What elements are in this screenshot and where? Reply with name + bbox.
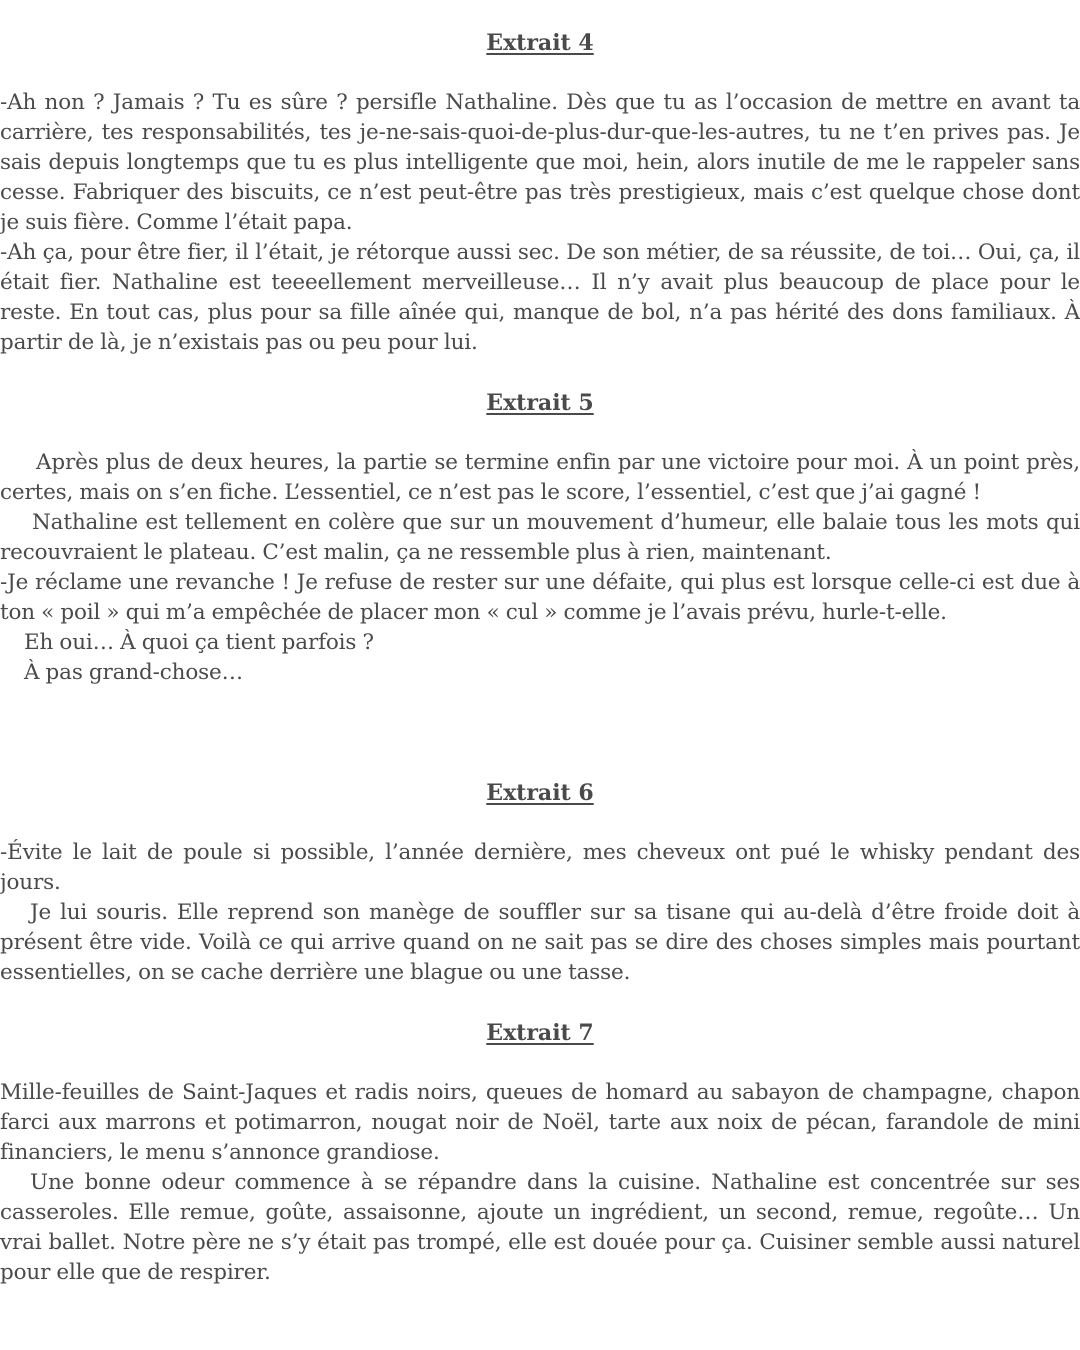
extract-7-section xyxy=(0,1018,1080,1288)
extract-5-paragraph-2: Nathaline est tellement en colère que sur un mouvement d’humeur, elle balaie tous les mots qui recouvraient le plateau. C’est malin, ça ne ressemble plus à rien, maintenant. xyxy=(0,510,1080,565)
extract-6-section xyxy=(0,778,1080,988)
extract-7-title: Extrait 7 xyxy=(486,1020,594,1046)
extract-5-title: Extrait 5 xyxy=(486,390,594,416)
extract-4-section xyxy=(0,28,1080,358)
extract-5-paragraph-3: -Je réclame une revanche ! Je refuse de rester sur une défaite, qui plus est lorsque celle-ci est due à ton « poil » qui m’a empêchée de placer mon « cul » comme je l’avais prévu, hurle-t-elle. xyxy=(0,570,1080,625)
extract-5-section xyxy=(0,388,1080,688)
extract-5-paragraph-5: À pas grand-chose… xyxy=(24,660,243,685)
extract-5-paragraph-4: Eh oui… À quoi ça tient parfois ? xyxy=(24,630,374,655)
extract-7-paragraph-2: Une bonne odeur commence à se répandre dans la cuisine. Nathaline est concentrée sur ses casseroles. Elle remue, goûte, assaisonne, ajoute un ingrédient, un second, remue, regoûte… Un vrai ballet. Notre père ne s’y était pas trompé, elle est douée pour ça. Cuisiner semble aussi naturel pour elle que de respirer. xyxy=(0,1170,1080,1285)
extract-6-title: Extrait 6 xyxy=(486,780,594,806)
extract-4-paragraph-2: -Ah ça, pour être fier, il l’était, je rétorque aussi sec. De son métier, de sa réussite, de toi… Oui, ça, il était fier. Nathaline est teeeellement merveilleuse… Il n’y avait plus beaucoup de place pour le reste. En tout cas, plus pour sa fille aînée qui, manque de bol, n’a pas hérité des dons familiaux. À partir de là, je n’existais pas ou peu pour lui. xyxy=(0,240,1080,355)
extract-4-paragraph-1: -Ah non ? Jamais ? Tu es sûre ? persifle Nathaline. Dès que tu as l’occasion de mettre en avant ta carrière, tes responsabilités, tes je-ne-sais-quoi-de-plus-dur-que-les-autres, tu ne t’en prives pas. Je sais depuis longtemps que tu es plus intelligente que moi, hein, alors inutile de me le rappeler sans cesse. Fabriquer des biscuits, ce n’est peut-être pas très prestigieux, mais c’est quelque chose dont je suis fière. Comme l’était papa. xyxy=(0,90,1080,235)
extract-5-paragraph-1: Après plus de deux heures, la partie se termine enfin par une victoire pour moi. À un point près, certes, mais on s’en fiche. L’essentiel, ce n’est pas le score, l’essentiel, c’est que j’ai gagné ! xyxy=(0,450,1080,505)
extract-4-title: Extrait 4 xyxy=(486,30,594,56)
extract-6-paragraph-1: -Évite le lait de poule si possible, l’année dernière, mes cheveux ont pué le whisky pendant des jours. xyxy=(0,840,1080,895)
extract-7-paragraph-1: Mille-feuilles de Saint-Jaques et radis noirs, queues de homard au sabayon de champagne, chapon farci aux marrons et potimarron, nougat noir de Noël, tarte aux noix de pécan, farandole de mini financiers, le menu s’annonce grandiose. xyxy=(0,1080,1080,1165)
extract-6-paragraph-2: Je lui souris. Elle reprend son manège de souffler sur sa tisane qui au-delà d’être froide doit à présent être vide. Voilà ce qui arrive quand on ne sait pas se dire des choses simples mais pourtant essentielles, on se cache derrière une blague ou une tasse. xyxy=(0,900,1080,985)
